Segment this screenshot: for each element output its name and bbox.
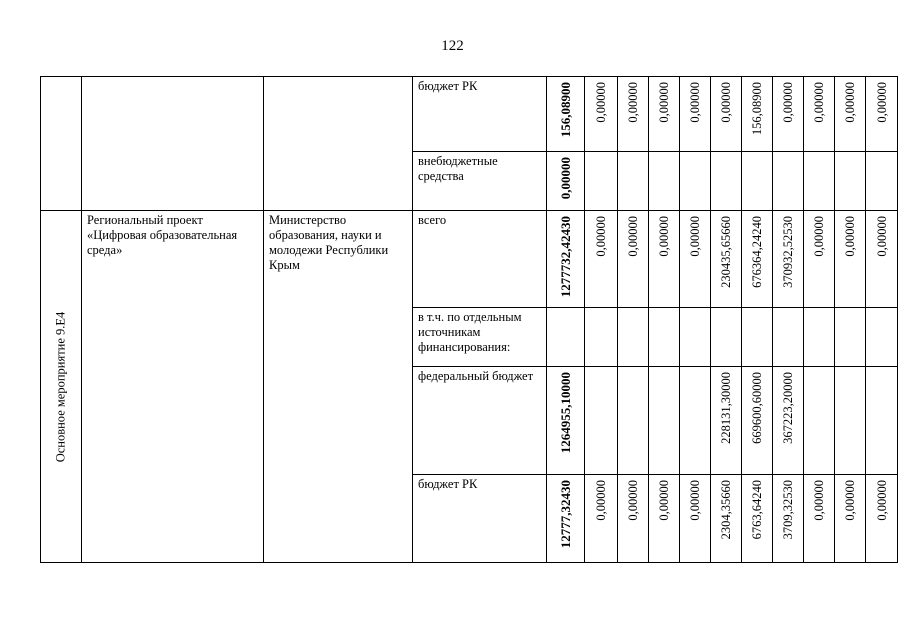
year-value-cell [835,308,866,367]
code-cell-cont [41,77,82,211]
year-value: 367223,20000 [781,372,795,444]
year-value: 0,00000 [688,82,702,123]
funding-source: федеральный бюджет [418,369,534,383]
year-value-cell [835,367,866,475]
funding-source: в т.ч. по отдельным источникам финансирования: [418,310,522,354]
year-value-cell [711,152,742,211]
year-value: 0,00000 [812,480,826,521]
year-value: 6763,64240 [750,480,764,540]
year-value-cell [649,152,680,211]
year-value-cell [711,77,742,152]
year-value: 0,00000 [594,82,608,123]
table-row [41,77,898,152]
year-value: 0,00000 [843,82,857,123]
year-value-cell [585,77,618,152]
year-value-cell [618,77,649,152]
year-value-cell [618,367,649,475]
year-value-cell [711,308,742,367]
year-value-cell [618,211,649,308]
year-value-cell [585,308,618,367]
year-value: 0,00000 [657,82,671,123]
year-value: 0,00000 [594,216,608,257]
funding-source-cell [413,77,547,152]
funding-source-cell [413,152,547,211]
year-value-cell [711,211,742,308]
year-value-cell [711,367,742,475]
year-value-cell [773,475,804,563]
year-value-cell [773,152,804,211]
year-value: 3709,32530 [781,480,795,540]
executor-cell-cont [264,77,413,211]
year-value: 0,00000 [874,82,889,123]
year-value-cell [866,308,898,367]
year-value-cell [711,475,742,563]
year-value: 0,00000 [812,82,826,123]
year-value-cell [866,211,898,308]
funding-source: бюджет РК [418,477,478,491]
year-value-cell [585,367,618,475]
executor-cell [264,211,413,563]
year-value-cell [618,308,649,367]
year-value: 669600,60000 [750,372,764,444]
year-value-cell [773,367,804,475]
year-value: 228131,30000 [719,372,733,444]
year-value-cell [649,367,680,475]
year-value: 676364,24240 [750,216,764,288]
year-value: 2304,35660 [719,480,733,540]
total-value: 12777,32430 [557,480,573,549]
year-value-cell [742,475,773,563]
funding-source-cell [413,308,547,367]
year-value-cell [680,211,711,308]
funding-source: бюджет РК [418,79,478,93]
year-value-cell [649,308,680,367]
year-value-cell [618,152,649,211]
total-value: 1264955,10000 [557,372,573,454]
funding-source-cell [413,475,547,563]
year-value: 0,00000 [594,480,608,521]
year-value: 0,00000 [843,216,857,257]
executor-name: Министерство образования, науки и молодежи Республики Крым [269,213,389,272]
funding-source: всего [418,213,447,227]
year-value: 230435,65660 [719,216,733,288]
year-value: 370932,52530 [781,216,795,288]
year-value-cell [773,308,804,367]
total-cell [547,211,585,308]
funding-source-cell [413,211,547,308]
activity-code-cell [41,211,82,563]
year-value-cell [680,152,711,211]
year-value-cell [835,475,866,563]
activity-name-cell [82,211,264,563]
funding-source: внебюджетные средства [418,154,498,183]
total-cell [547,308,585,367]
year-value: 0,00000 [812,216,826,257]
year-value-cell [804,211,835,308]
year-value-cell [618,475,649,563]
year-value: 0,00000 [874,216,889,257]
year-value-cell [585,211,618,308]
total-value: 1277732,42430 [557,216,573,298]
year-value: 0,00000 [874,480,889,521]
year-value-cell [585,475,618,563]
year-value-cell [804,475,835,563]
total-cell [547,475,585,563]
activity-name: Региональный проект «Цифровая образовательная среда» [87,213,238,257]
year-value-cell [866,77,898,152]
year-value-cell [804,152,835,211]
funding-source-cell [413,367,547,475]
year-value-cell [773,211,804,308]
year-value-cell [742,367,773,475]
budget-table [40,76,898,563]
year-value: 0,00000 [626,480,640,521]
year-value-cell [866,367,898,475]
year-value-cell [585,152,618,211]
year-value-cell [835,77,866,152]
year-value: 0,00000 [626,82,640,123]
total-cell [547,77,585,152]
year-value-cell [680,367,711,475]
year-value-cell [866,475,898,563]
year-value: 0,00000 [626,216,640,257]
year-value-cell [742,211,773,308]
total-value: 0,00000 [557,157,573,200]
name-cell-cont [82,77,264,211]
year-value-cell [680,77,711,152]
year-value-cell [649,211,680,308]
year-value-cell [742,77,773,152]
total-cell [547,152,585,211]
year-value: 0,00000 [657,480,671,521]
year-value-cell [804,367,835,475]
year-value-cell [742,152,773,211]
table-row [41,211,898,308]
year-value-cell [649,77,680,152]
year-value-cell [835,152,866,211]
activity-code: Основное мероприятие 9.Е4 [53,311,68,462]
year-value-cell [773,77,804,152]
year-value-cell [680,475,711,563]
year-value: 156,08900 [750,82,764,136]
total-cell [547,367,585,475]
year-value-cell [804,308,835,367]
year-value: 0,00000 [781,82,795,123]
year-value-cell [680,308,711,367]
year-value: 0,00000 [657,216,671,257]
year-value-cell [742,308,773,367]
page-number: 122 [441,38,464,54]
year-value: 0,00000 [719,82,733,123]
year-value-cell [866,152,898,211]
year-value-cell [804,77,835,152]
year-value: 0,00000 [688,216,702,257]
year-value-cell [835,211,866,308]
year-value-cell [649,475,680,563]
year-value: 0,00000 [688,480,702,521]
total-value: 156,08900 [557,82,573,138]
year-value: 0,00000 [843,480,857,521]
